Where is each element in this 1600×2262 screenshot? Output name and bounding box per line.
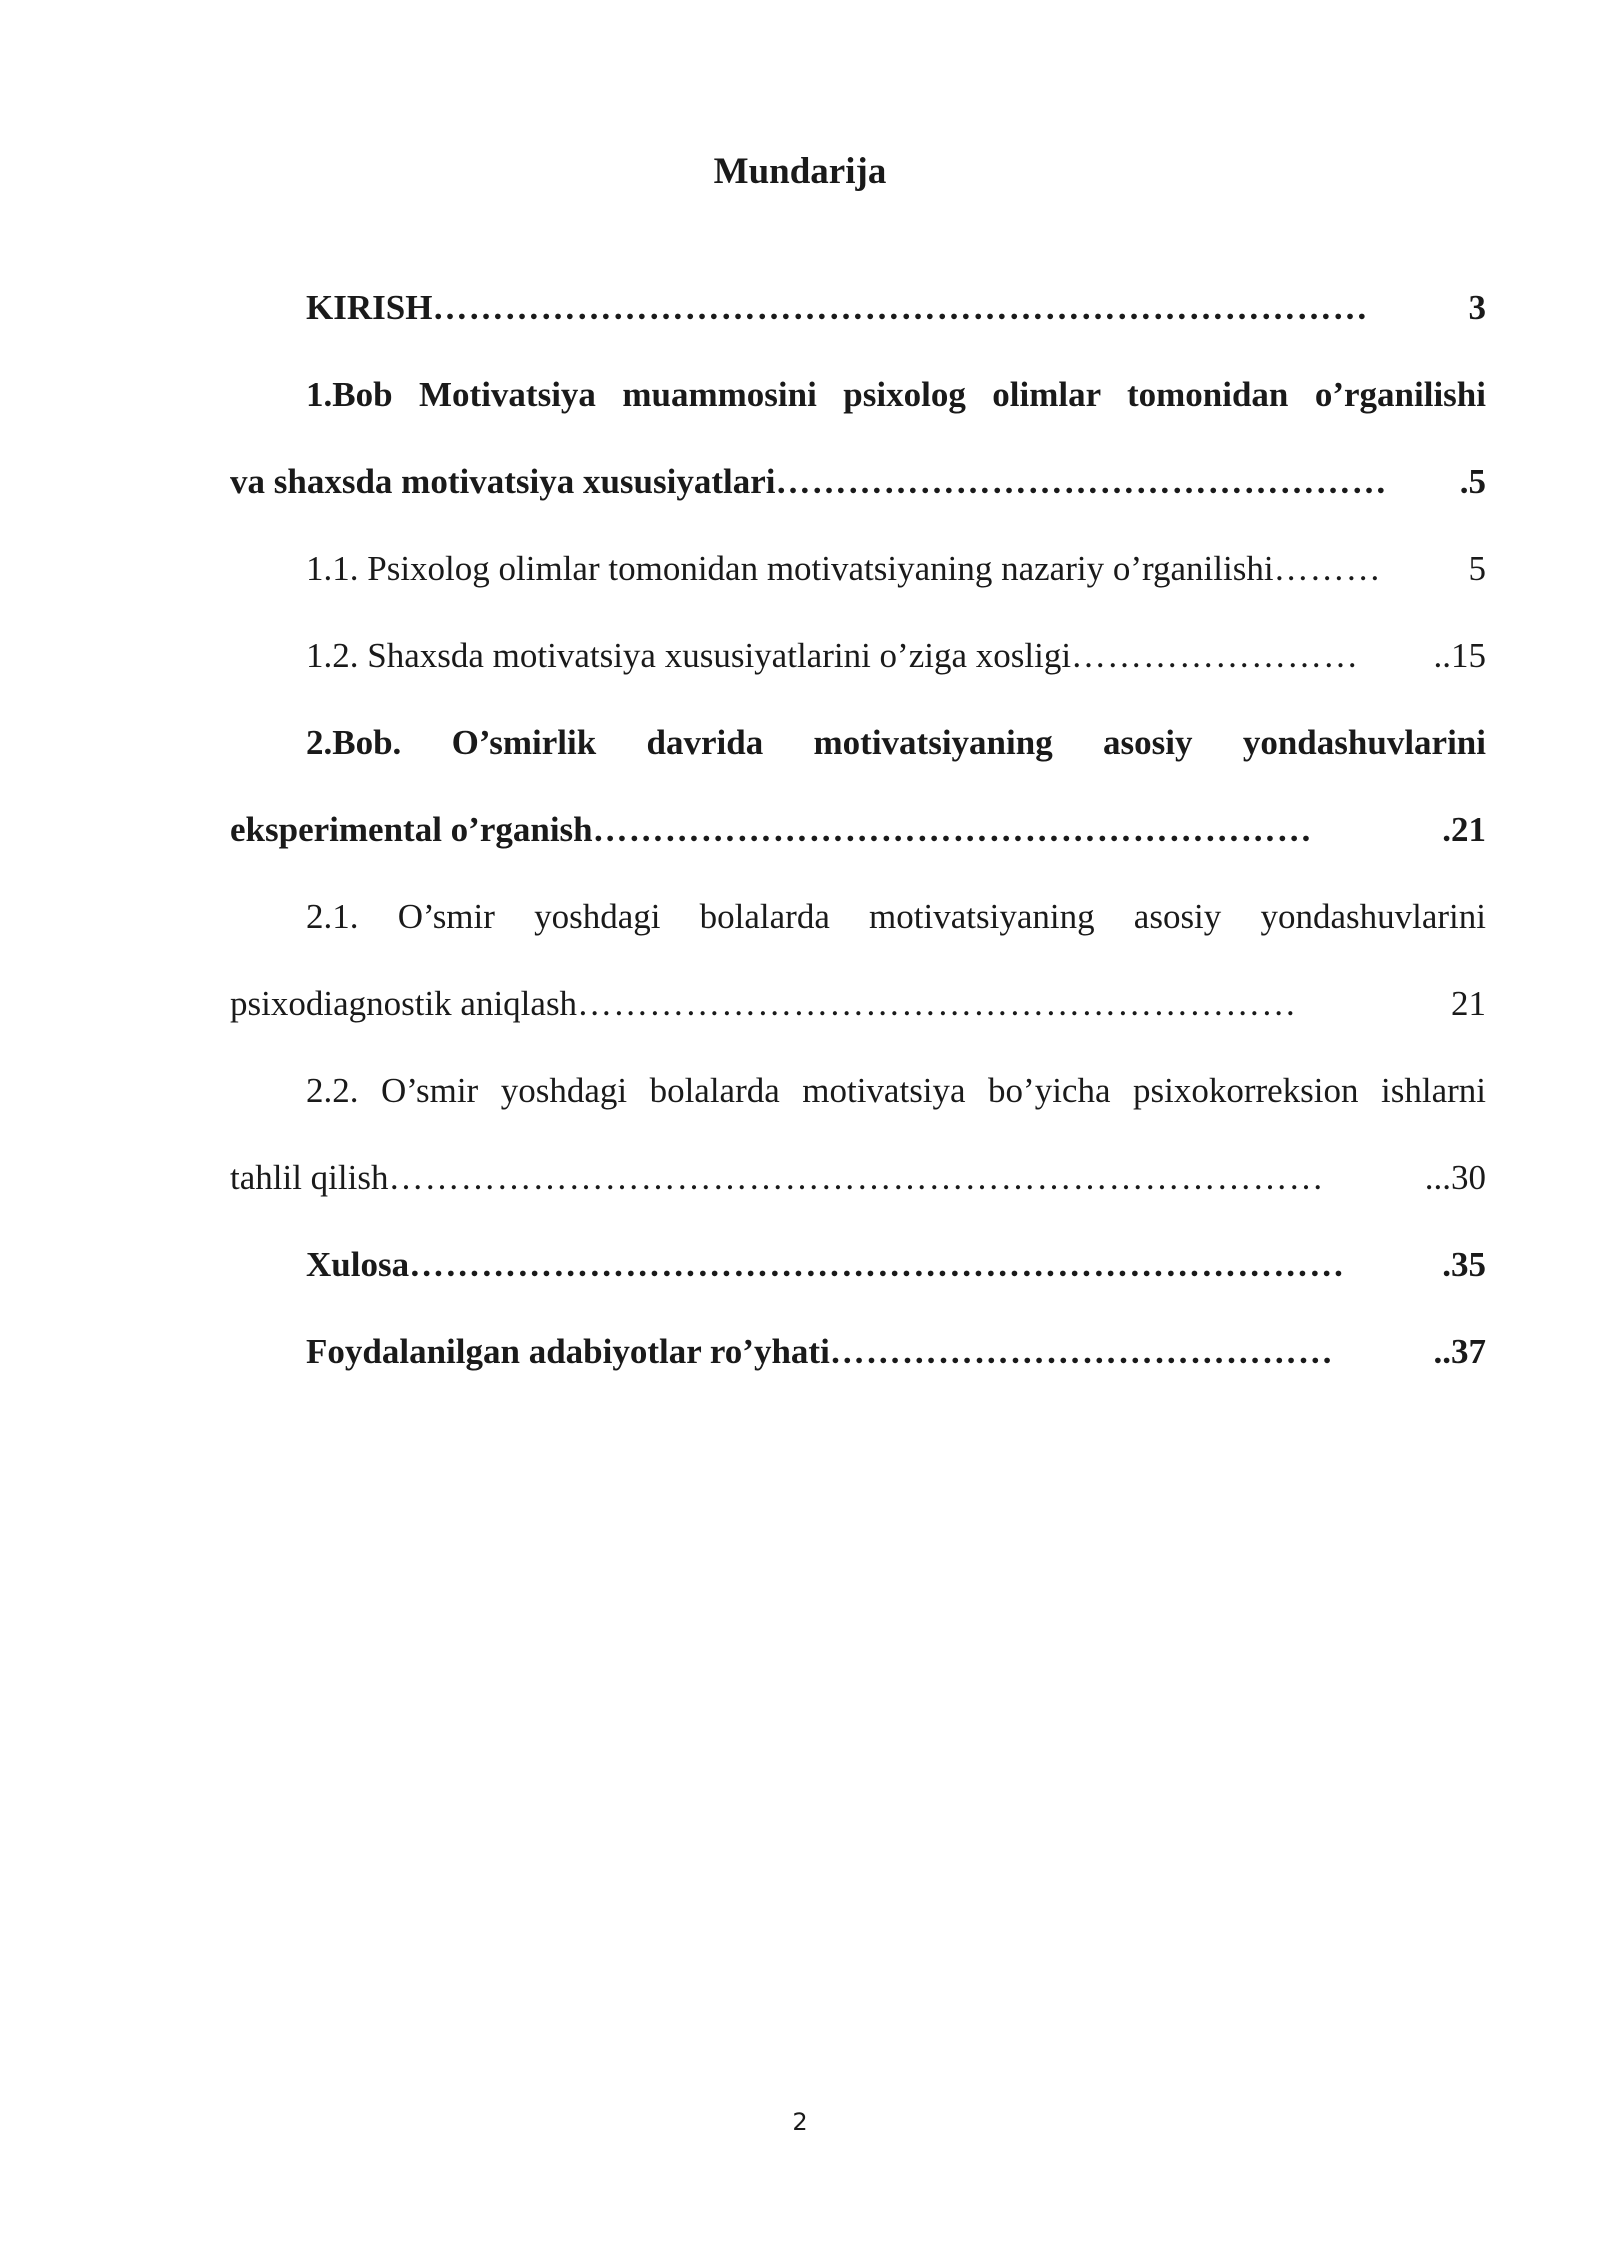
- toc-entry-text: va shaxsda motivatsiya xususiyatlari: [230, 462, 776, 501]
- toc-entry-section-1-2: [230, 624, 1486, 711]
- toc-entry-text: Foydalanilgan adabiyotlar ro’yhati: [306, 1332, 830, 1371]
- toc-entry-chapter-2-line-2: [230, 798, 1486, 885]
- toc-entry-chapter-2-line-1: 2.Bob. O’smirlik davrida motivatsiyaning asosiy yondashuvlarini: [306, 723, 1486, 762]
- toc-entry-chapter-1-line-2: [230, 450, 1486, 537]
- toc-entry-kirish: [230, 276, 1486, 363]
- toc-entry-section-2-2-line-1: 2.2. O’smir yoshdagi bolalarda motivatsiya bo’yicha psixokorreksion ishlarni: [306, 1071, 1486, 1110]
- toc-page-number: 5: [1468, 549, 1486, 588]
- toc-page-number: .35: [1442, 1245, 1486, 1284]
- toc-entry-text: 1.1. Psixolog olimlar tomonidan motivatsiyaning nazariy o’rganilishi: [306, 549, 1274, 588]
- table-of-contents: [230, 276, 1486, 1407]
- toc-entry-text: tahlil qilish: [230, 1158, 389, 1197]
- toc-page-number: ..37: [1433, 1332, 1486, 1371]
- toc-entry-section-1-1: [230, 537, 1486, 624]
- toc-entry-section-2-1-line-2: [230, 972, 1486, 1059]
- toc-page-number: ..15: [1433, 636, 1486, 675]
- toc-leader-dots: ……………………………………: [829, 1332, 1334, 1371]
- toc-leader-dots: ……………………………………………………………………: [432, 288, 1369, 327]
- toc-leader-dots: ……………………………………………………………………: [409, 1245, 1346, 1284]
- toc-leader-dots: ……………………………………………: [775, 462, 1388, 501]
- toc-page-number: ...30: [1424, 1158, 1486, 1197]
- toc-page-number: 3: [1468, 288, 1486, 327]
- toc-leader-dots: ……………………………………………………: [577, 984, 1298, 1023]
- toc-entry-text: Xulosa: [306, 1245, 410, 1284]
- toc-entry-section-2-1-line-1: 2.1. O’smir yoshdagi bolalarda motivatsiyaning asosiy yondashuvlarini: [306, 897, 1486, 936]
- toc-page-number: .5: [1459, 462, 1486, 501]
- page-number: 2: [792, 2108, 808, 2136]
- toc-leader-dots: ……………………………………………………: [592, 810, 1313, 849]
- toc-entry-text: 1.2. Shaxsda motivatsiya xususiyatlarini o’ziga xosligi: [306, 636, 1072, 675]
- toc-entry-section-2-2-line-2: [230, 1146, 1486, 1233]
- toc-entry-xulosa: [230, 1233, 1486, 1320]
- toc-entry-text: psixodiagnostik aniqlash: [230, 984, 578, 1023]
- toc-leader-dots: ………: [1273, 549, 1382, 588]
- toc-entry-text: eksperimental o’rganish: [230, 810, 593, 849]
- toc-leader-dots: ……………………: [1071, 636, 1360, 675]
- toc-entry-bibliography: [230, 1320, 1486, 1407]
- toc-page-number: 21: [1451, 984, 1486, 1023]
- toc-entry-text: KIRISH: [306, 288, 433, 327]
- toc-entry-chapter-1-line-1: 1.Bob Motivatsiya muammosini psixolog olimlar tomonidan o’rganilishi: [306, 375, 1486, 414]
- toc-title: Mundarija: [713, 151, 887, 192]
- toc-page-number: .21: [1442, 810, 1486, 849]
- toc-leader-dots: ……………………………………………………………………: [388, 1158, 1325, 1197]
